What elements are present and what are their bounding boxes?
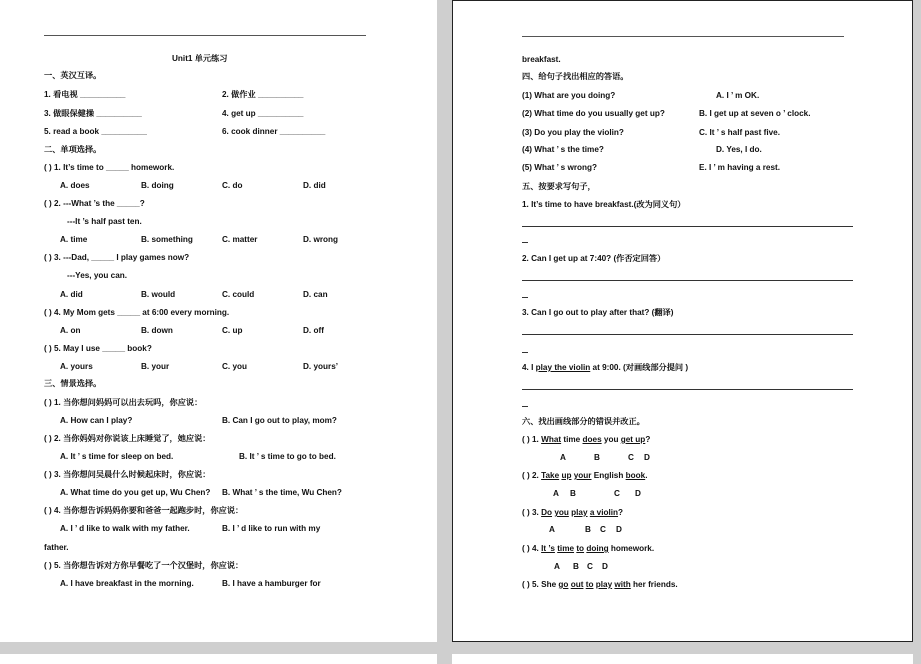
mc-question-reply: ---It ’s half past ten. bbox=[67, 217, 142, 226]
underlined-part: time bbox=[557, 544, 575, 553]
sentence-text: ? bbox=[645, 435, 651, 444]
option-letter: A bbox=[554, 562, 560, 571]
mc-question-reply: ---Yes, you can. bbox=[67, 271, 128, 280]
next-page-right bbox=[452, 654, 913, 664]
scenario-option: B. Can I go out to play, mom? bbox=[222, 416, 337, 425]
option-letter: B bbox=[594, 453, 600, 462]
option-letter: C bbox=[587, 562, 593, 571]
option-letter: D bbox=[616, 525, 622, 534]
underlined-part: book bbox=[625, 471, 646, 480]
scenario-question: ( ) 5. 当你想告诉对方你早餐吃了一个汉堡时，你应说： bbox=[44, 561, 244, 570]
answer-line-stub bbox=[522, 352, 528, 353]
mc-option: C. matter bbox=[222, 235, 258, 244]
match-question: (5) What ’ s wrong? bbox=[522, 163, 598, 172]
mc-question: ( ) 2. ---What ’s the _____? bbox=[44, 199, 145, 208]
mc-question: ( ) 3. ---Dad, _____ I play games now? bbox=[44, 253, 190, 262]
error-sentence bbox=[522, 580, 678, 590]
underlined-part: your bbox=[573, 471, 592, 480]
option-letter: D bbox=[644, 453, 650, 462]
mc-option: D. off bbox=[303, 326, 324, 335]
sentence-text: time bbox=[561, 435, 583, 444]
mc-option: B. your bbox=[141, 362, 170, 371]
sentence-text: her friends. bbox=[630, 580, 678, 589]
scenario-option: A. How can I play? bbox=[60, 416, 133, 425]
mc-option: B. doing bbox=[141, 181, 174, 190]
sentence-text: ( ) 3. bbox=[522, 508, 542, 517]
translation-item: 1. 看电视 __________ bbox=[44, 90, 126, 99]
translation-item: 5. read a book __________ bbox=[44, 127, 147, 136]
mc-option: D. can bbox=[303, 290, 328, 299]
mc-option: C. you bbox=[222, 362, 248, 371]
sentence-text: homework. bbox=[608, 544, 655, 553]
sentence-text: you bbox=[601, 435, 621, 444]
prompt-text: 4. I bbox=[522, 363, 536, 372]
answer-line bbox=[522, 226, 853, 227]
option-letter: A bbox=[560, 453, 566, 462]
sentence-text: ( ) 1. bbox=[522, 435, 542, 444]
option-letter: D bbox=[635, 489, 641, 498]
mc-option: C. could bbox=[222, 290, 255, 299]
underlined-phrase: play the violin bbox=[535, 363, 591, 372]
prompt-text: at 9:00. (对画线部分提问 ) bbox=[590, 363, 689, 372]
underlined-part: to bbox=[585, 580, 594, 589]
section-2-header: 二、单项选择。 bbox=[44, 145, 102, 154]
mc-question: ( ) 4. My Mom gets _____ at 6:00 every morning. bbox=[44, 308, 230, 317]
underlined-part: Do bbox=[541, 508, 553, 517]
header-rule bbox=[44, 35, 366, 36]
option-letter: B bbox=[585, 525, 591, 534]
option-letter: B bbox=[570, 489, 576, 498]
underlined-part: doing bbox=[586, 544, 609, 553]
match-answer: A. I ’ m OK. bbox=[716, 91, 760, 100]
mc-option: D. wrong bbox=[303, 235, 339, 244]
option-letter: D bbox=[602, 562, 608, 571]
writing-prompt bbox=[522, 363, 688, 373]
match-question: (2) What time do you usually get up? bbox=[522, 109, 665, 118]
option-letter: C bbox=[600, 525, 606, 534]
underlined-part: play bbox=[571, 508, 588, 517]
underlined-part: play bbox=[595, 580, 613, 589]
scenario-question: ( ) 4. 当你想告诉妈妈你要和爸爸一起跑步时，你应说： bbox=[44, 506, 244, 515]
mc-option: A. yours bbox=[60, 362, 93, 371]
match-question: (3) Do you play the violin? bbox=[522, 128, 624, 137]
error-sentence bbox=[522, 544, 654, 554]
answer-line bbox=[522, 389, 853, 390]
answer-line-stub bbox=[522, 297, 528, 298]
underlined-part: out bbox=[570, 580, 584, 589]
scenario-option: A. I ’ d like to walk with my father. bbox=[60, 524, 190, 533]
option-letter: A bbox=[549, 525, 555, 534]
sentence-text: ( ) 4. bbox=[522, 544, 542, 553]
writing-prompt: 1. It’s time to have breakfast.(改为同义句） bbox=[522, 200, 686, 209]
option-letter: A bbox=[553, 489, 559, 498]
mc-option: A. time bbox=[60, 235, 88, 244]
scenario-option: A. It ’ s time for sleep on bed. bbox=[60, 452, 174, 461]
scenario-option-continued: father. bbox=[44, 543, 69, 552]
mc-option: C. up bbox=[222, 326, 243, 335]
match-question: (4) What ’ s the time? bbox=[522, 145, 604, 154]
section-6-header: 六、找出画线部分的错误并改正。 bbox=[522, 417, 645, 426]
match-answer: D. Yes, I do. bbox=[716, 145, 762, 154]
scenario-option: B. I have a hamburger for bbox=[222, 579, 321, 588]
translation-item: 4. get up __________ bbox=[222, 109, 304, 118]
error-sentence bbox=[522, 508, 623, 518]
mc-option: C. do bbox=[222, 181, 243, 190]
mc-option: A. on bbox=[60, 326, 81, 335]
mc-option: B. something bbox=[141, 235, 193, 244]
section-5-header: 五、按要求写句子， bbox=[522, 182, 596, 191]
scenario-question: ( ) 1. 当你想问妈妈可以出去玩吗，你应说： bbox=[44, 398, 203, 407]
scenario-option: B. I ’ d like to run with my bbox=[222, 524, 321, 533]
match-answer: E. I ’ m having a rest. bbox=[699, 163, 780, 172]
mc-option: D. yours’ bbox=[303, 362, 339, 371]
mc-question: ( ) 1. It’s time to _____ homework. bbox=[44, 163, 175, 172]
underlined-part: a violin bbox=[589, 508, 619, 517]
sentence-text: . bbox=[645, 471, 648, 480]
option-letter: B bbox=[573, 562, 579, 571]
answer-line-stub bbox=[522, 242, 528, 243]
underlined-part: It ’s bbox=[541, 544, 555, 553]
underlined-part: go bbox=[558, 580, 569, 589]
underlined-part: does bbox=[582, 435, 602, 444]
section-3-header: 三、情景选择。 bbox=[44, 379, 102, 388]
option-letter: C bbox=[628, 453, 634, 462]
underlined-part: with bbox=[614, 580, 631, 589]
right-page bbox=[452, 0, 913, 642]
underlined-part: to bbox=[576, 544, 585, 553]
underlined-part: get up bbox=[620, 435, 646, 444]
scenario-option: B. It ’ s time to go to bed. bbox=[239, 452, 336, 461]
error-sentence bbox=[522, 435, 650, 445]
scenario-option: A. I have breakfast in the morning. bbox=[60, 579, 194, 588]
section-1-header: 一、英汉互译。 bbox=[44, 71, 102, 80]
next-page-left bbox=[0, 654, 437, 664]
mc-option: A. did bbox=[60, 290, 83, 299]
mc-option: B. would bbox=[141, 290, 176, 299]
scenario-question: ( ) 3. 当你想问吴晨什么时候起床时，你应说： bbox=[44, 470, 211, 479]
match-answer: B. I get up at seven o ’ clock. bbox=[699, 109, 811, 118]
underlined-part: Take bbox=[541, 471, 560, 480]
continued-text: breakfast. bbox=[522, 55, 561, 64]
match-question: (1) What are you doing? bbox=[522, 91, 616, 100]
left-page bbox=[0, 0, 437, 642]
answer-line bbox=[522, 280, 853, 281]
underlined-part: you bbox=[554, 508, 569, 517]
mc-option: D. did bbox=[303, 181, 326, 190]
error-sentence bbox=[522, 471, 647, 481]
sentence-text: ( ) 5. She bbox=[522, 580, 559, 589]
scenario-option: B. What ’ s the time, Wu Chen? bbox=[222, 488, 342, 497]
mc-option: B. down bbox=[141, 326, 173, 335]
answer-line bbox=[522, 334, 853, 335]
translation-item: 2. 做作业 __________ bbox=[222, 90, 304, 99]
section-4-header: 四、给句子找出相应的答语。 bbox=[522, 72, 629, 81]
writing-prompt: 3. Can I go out to play after that? (翻译) bbox=[522, 308, 674, 317]
sentence-text: ( ) 2. bbox=[522, 471, 542, 480]
translation-item: 6. cook dinner __________ bbox=[222, 127, 326, 136]
option-letter: C bbox=[614, 489, 620, 498]
header-rule bbox=[522, 36, 844, 37]
mc-option: A. does bbox=[60, 181, 90, 190]
mc-question: ( ) 5. May I use _____ book? bbox=[44, 344, 152, 353]
answer-line-stub bbox=[522, 406, 528, 407]
underlined-part: What bbox=[541, 435, 562, 444]
underlined-part: up bbox=[561, 471, 572, 480]
sentence-text: English bbox=[591, 471, 626, 480]
match-answer: C. It ’ s half past five. bbox=[699, 128, 780, 137]
translation-item: 3. 做眼保健操 __________ bbox=[44, 109, 142, 118]
worksheet-title: Unit1 单元练习 bbox=[172, 54, 228, 63]
scenario-question: ( ) 2. 当你妈妈对你说该上床睡觉了，她应说： bbox=[44, 434, 211, 443]
sentence-text: ? bbox=[618, 508, 624, 517]
writing-prompt: 2. Can I get up at 7:40? (作否定回答） bbox=[522, 254, 666, 263]
scenario-option: A. What time do you get up, Wu Chen? bbox=[60, 488, 211, 497]
